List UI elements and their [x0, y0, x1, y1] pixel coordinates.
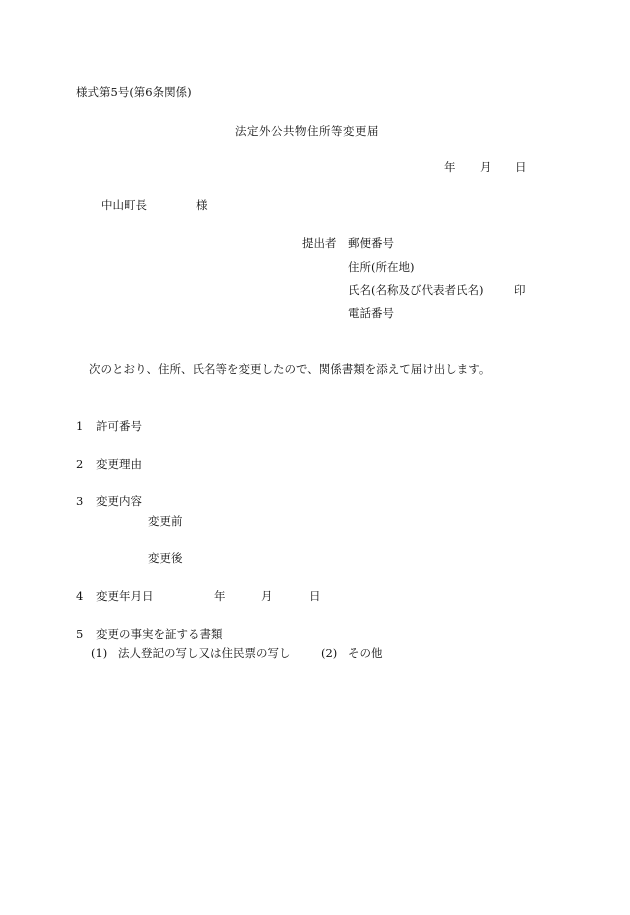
proof-option-2-number: (2) — [321, 646, 338, 660]
proof-option-1-text: 法人登記の写し又は住民票の写し — [118, 646, 291, 660]
proof-option-2-text: その他 — [348, 646, 383, 660]
page-title: 法定外公共物住所等変更届 — [235, 124, 379, 138]
addressee-honorific: 様 — [196, 198, 208, 212]
change-date-month-label: 月 — [261, 589, 273, 603]
item-3-label: 変更内容 — [96, 494, 142, 508]
item-4-label: 変更年月日 — [96, 589, 154, 603]
submitter-label: 提出者 — [302, 236, 337, 250]
change-date-day-label: 日 — [309, 589, 321, 603]
item-1-number: 1 — [76, 419, 84, 433]
addressee-name: 中山町長 — [101, 198, 147, 212]
item-1-label: 許可番号 — [96, 419, 142, 433]
item-5-label: 変更の事実を証する書類 — [96, 627, 223, 641]
submitter-address-label: 住所(所在地) — [348, 260, 415, 274]
proof-option-1-number: (1) — [91, 646, 108, 660]
date-month-label: 月 — [480, 160, 492, 174]
submitter-phone-label: 電話番号 — [348, 306, 394, 320]
item-2-label: 変更理由 — [96, 457, 142, 471]
change-after-label: 変更後 — [148, 551, 183, 565]
date-year-label: 年 — [444, 160, 456, 174]
submitter-postal-code-label: 郵便番号 — [348, 236, 394, 250]
form-number: 様式第5号(第6条関係) — [76, 85, 192, 99]
item-4-number: 4 — [76, 589, 84, 603]
seal-mark: 印 — [514, 283, 526, 297]
submitter-name-label: 氏名(名称及び代表者氏名) — [348, 283, 484, 297]
body-text: 次のとおり、住所、氏名等を変更したので、関係書類を添えて届け出します。 — [89, 362, 491, 376]
change-date-year-label: 年 — [214, 589, 226, 603]
date-day-label: 日 — [515, 160, 527, 174]
change-before-label: 変更前 — [148, 514, 183, 528]
item-5-number: 5 — [76, 627, 84, 641]
item-3-number: 3 — [76, 494, 84, 508]
item-2-number: 2 — [76, 457, 84, 471]
